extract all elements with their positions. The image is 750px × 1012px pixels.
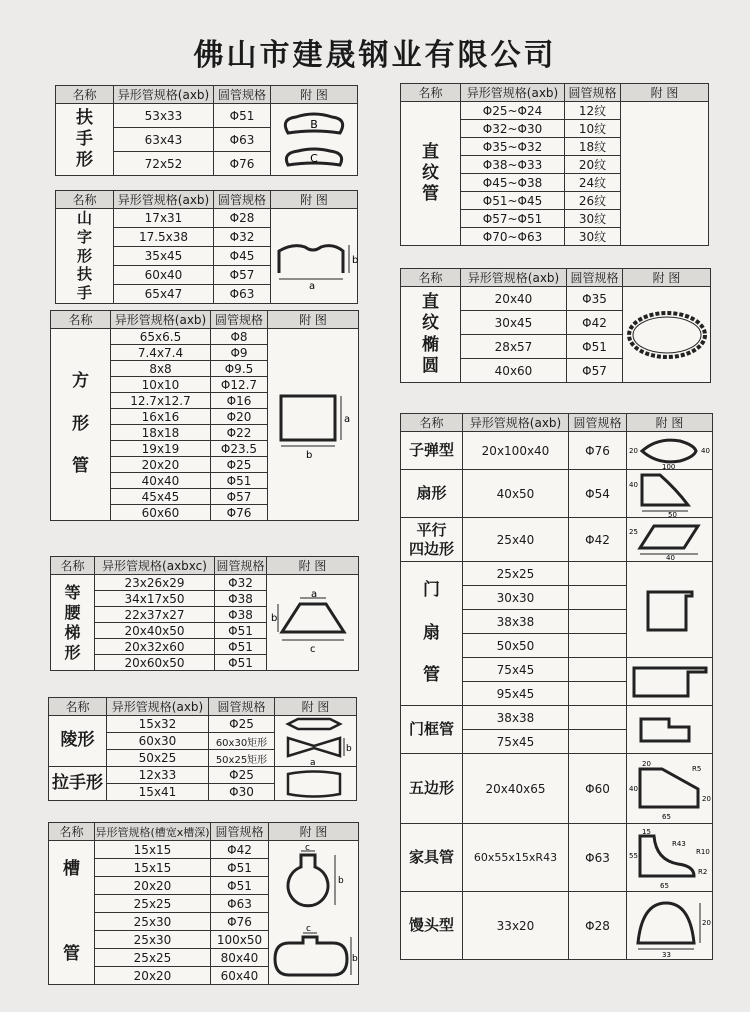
round-cell: 20纹 [565,156,621,174]
spec-cell: 16x16 [111,409,211,425]
round-cell [569,730,627,754]
frame-name: 门框管 [401,706,463,754]
col-spec: 异形管规格(axb) [463,414,569,432]
round-cell: Φ28 [569,892,627,960]
bullet-name: 子弹型 [401,432,463,470]
fig-label-b: b [352,254,359,266]
round-cell: Φ25 [209,767,275,784]
round-cell: Φ28 [214,209,271,228]
round-cell: Φ51 [211,859,269,877]
spec-cell: 75x45 [463,730,569,754]
round-cell: Φ76 [211,913,269,931]
spec-cell: 95x45 [463,682,569,706]
handrail-table [55,85,358,176]
round-cell: Φ51 [211,473,268,489]
ling-figure [275,716,357,767]
col-spec: 异形管规格(槽宽x槽深) [95,823,211,841]
spec-cell: Φ70~Φ63 [461,228,565,246]
spec-cell: 15x41 [107,784,209,801]
round-cell: Φ57 [214,265,271,284]
misc-table [400,413,713,960]
spec-cell: 50x25 [107,750,209,767]
round-cell [569,562,627,586]
mountain-table [55,190,358,304]
spec-cell: 19x19 [111,441,211,457]
spec-cell: 25x30 [95,931,211,949]
round-cell: 18纹 [565,138,621,156]
col-name: 名称 [51,557,95,575]
spec-cell: 17.5x38 [114,227,214,246]
fig-label-r43: R43 [671,839,686,848]
col-round: 圆管规格 [211,311,268,329]
round-cell [569,658,627,682]
slot-figure [269,841,359,985]
round-cell: Φ51 [211,877,269,895]
spec-cell: Φ25~Φ24 [461,102,565,120]
spec-cell: 20x32x60 [95,639,215,655]
spec-cell: 40x40 [111,473,211,489]
round-cell: Φ38 [215,591,267,607]
round-cell: Φ30 [209,784,275,801]
col-spec: 异形管规格(axb) [461,84,565,102]
ellipse-name: 直 纹 椭 圆 [401,287,461,383]
spec-cell: 8x8 [111,361,211,377]
spec-cell: 20x40 [461,287,567,311]
round-cell: 12纹 [565,102,621,120]
spec-cell: 25x30 [95,913,211,931]
fig-label-20: 20 [628,446,638,455]
square-figure [268,329,359,521]
spec-cell: 20x40x50 [95,623,215,639]
col-round: 圆管规格 [209,698,275,716]
fig-label-33: 33 [661,950,671,959]
spec-cell: 20x60x50 [95,655,215,671]
col-name: 名称 [49,698,107,716]
spec-cell: 25x40 [463,518,569,562]
col-name: 名称 [401,414,463,432]
spec-cell: 25x25 [463,562,569,586]
round-cell: Φ63 [569,824,627,892]
spec-cell: 63x43 [114,128,214,152]
fig-label-b: b [270,612,277,624]
trapezoid-table [50,556,359,671]
col-fig: 附 图 [268,311,359,329]
col-round: 圆管规格 [214,86,271,104]
spec-cell: 30x45 [461,311,567,335]
spec-cell: 20x20 [95,967,211,985]
col-fig: 附 图 [271,86,358,104]
spec-cell: 20x40x65 [463,754,569,824]
col-spec: 异形管规格(axb) [461,269,567,287]
spec-cell: 40x60 [461,359,567,383]
spec-cell: 20x20 [95,877,211,895]
fig-label-b: b [337,875,344,886]
round-cell: Φ60 [569,754,627,824]
fig-label-65: 65 [661,812,671,821]
round-cell: 26纹 [565,192,621,210]
round-cell [569,610,627,634]
round-cell: Φ76 [211,505,268,521]
spec-cell: 75x45 [463,658,569,682]
round-cell: 30纹 [565,228,621,246]
fig-label-b: B [310,117,318,131]
para-name: 平行 四边形 [401,518,463,562]
round-cell: Φ38 [215,607,267,623]
spec-cell: 25x25 [95,949,211,967]
spec-cell: 30x30 [463,586,569,610]
straight-name: 直 纹 管 [401,102,461,246]
col-fig: 附 图 [627,414,713,432]
spec-cell: 38x38 [463,610,569,634]
pent-name: 五边形 [401,754,463,824]
bun-name: 馒头型 [401,892,463,960]
spec-cell: Φ35~Φ32 [461,138,565,156]
spec-cell: 7.4x7.4 [111,345,211,361]
furn-figure [627,824,713,892]
round-cell: Φ16 [211,393,268,409]
trapezoid-figure [267,575,359,671]
ling-pull-table [48,697,357,801]
round-cell: 80x40 [211,949,269,967]
round-cell [569,634,627,658]
col-fig: 附 图 [275,698,357,716]
ling-name: 陵形 [49,716,107,767]
spec-cell: Φ45~Φ38 [461,174,565,192]
bun-figure [627,892,713,960]
col-spec: 异形管规格(axbxc) [95,557,215,575]
fig-label-20: 20 [641,759,651,768]
frame-figure [627,706,713,754]
col-name: 名称 [401,84,461,102]
round-cell: Φ32 [214,227,271,246]
round-cell: Φ22 [211,425,268,441]
round-cell: Φ51 [215,655,267,671]
spec-cell: 38x38 [463,706,569,730]
spec-cell: 33x20 [463,892,569,960]
round-cell: Φ20 [211,409,268,425]
round-cell [569,586,627,610]
col-name: 名称 [401,269,461,287]
spec-cell: 15x32 [107,716,209,733]
round-cell: Φ42 [569,518,627,562]
spec-cell: Φ38~Φ33 [461,156,565,174]
spec-cell: 23x26x29 [95,575,215,591]
fan-figure [627,470,713,518]
round-cell: 30纹 [565,210,621,228]
fan-name: 扇形 [401,470,463,518]
straight-table [400,83,709,246]
fig-label-r10: R10 [695,847,710,856]
spec-cell: 60x40 [114,265,214,284]
spec-cell: 12.7x12.7 [111,393,211,409]
spec-cell: 10x10 [111,377,211,393]
spec-cell: 53x33 [114,104,214,128]
spec-cell: 18x18 [111,425,211,441]
round-cell: Φ63 [214,284,271,303]
round-cell [569,706,627,730]
page-title: 佛山市建晟钢业有限公司 [193,38,557,73]
fig-label-a: a [309,280,316,292]
spec-cell: 60x55x15xR43 [463,824,569,892]
col-fig: 附 图 [271,191,358,209]
round-cell: Φ63 [214,128,271,152]
fig-label-20: 20 [701,918,711,927]
round-cell: Φ51 [567,335,623,359]
col-round: 圆管规格 [565,84,621,102]
col-round: 圆管规格 [214,191,271,209]
col-name: 名称 [49,823,95,841]
col-round: 圆管规格 [215,557,267,575]
door-name: 门 扇 管 [401,562,463,706]
spec-cell: 17x31 [114,209,214,228]
round-cell: Φ25 [211,457,268,473]
spec-cell: 60x30 [107,733,209,750]
fig-label-b: b [345,744,352,754]
round-cell: Φ23.5 [211,441,268,457]
round-cell: Φ12.7 [211,377,268,393]
fig-label-55: 55 [628,851,638,860]
slot-table [48,822,359,985]
mountain-name: 山 字 形 扶 手 [56,209,114,304]
door-figure-1 [627,562,713,658]
handrail-name: 扶 手 形 [56,104,114,176]
round-cell: 50x25矩形 [209,750,275,767]
round-cell: Φ54 [569,470,627,518]
round-cell: Φ9 [211,345,268,361]
spec-cell: 72x52 [114,152,214,176]
pull-name: 拉手形 [49,767,107,801]
bullet-figure [627,432,713,470]
spec-cell: 20x100x40 [463,432,569,470]
fig-label-40: 40 [700,446,710,455]
spec-cell: 65x47 [114,284,214,303]
fig-label-c: c [305,923,311,934]
spec-cell: 34x17x50 [95,591,215,607]
spec-cell: 15x15 [95,841,211,859]
spec-cell: 60x60 [111,505,211,521]
col-fig: 附 图 [269,823,359,841]
fig-label-65: 65 [659,881,669,890]
spec-cell: 50x50 [463,634,569,658]
round-cell: 24纹 [565,174,621,192]
spec-cell: 25x25 [95,895,211,913]
round-cell: Φ9.5 [211,361,268,377]
col-name: 名称 [51,311,111,329]
pent-figure [627,754,713,824]
round-cell: 100x50 [211,931,269,949]
spec-cell: 15x15 [95,859,211,877]
col-fig: 附 图 [623,269,711,287]
spec-cell: 22x37x27 [95,607,215,623]
round-cell [569,682,627,706]
spec-cell: 20x20 [111,457,211,473]
round-cell: Φ42 [567,311,623,335]
col-name: 名称 [56,86,114,104]
col-spec: 异形管规格(axb) [107,698,209,716]
fig-label-40: 40 [628,784,638,793]
round-cell: 10纹 [565,120,621,138]
round-cell: Φ63 [211,895,269,913]
round-cell: Φ32 [215,575,267,591]
round-cell: Φ76 [214,152,271,176]
round-cell: Φ51 [214,104,271,128]
fig-label-c: c [304,842,310,853]
fig-label-b: b [306,449,313,461]
square-table [50,310,359,521]
trapezoid-name: 等 腰 梯 形 [51,575,95,671]
spec-cell: 28x57 [461,335,567,359]
col-round: 圆管规格 [211,823,269,841]
fig-label-40: 40 [628,480,638,489]
round-cell: Φ57 [567,359,623,383]
col-spec: 异形管规格(axb) [111,311,211,329]
square-name: 方 形 管 [51,329,111,521]
fig-label-c: c [309,643,315,655]
col-spec: 异形管规格(axb) [114,191,214,209]
handrail-figure [271,104,358,176]
straight-figure [621,102,709,246]
round-cell: Φ51 [215,623,267,639]
spec-cell: Φ32~Φ30 [461,120,565,138]
spec-cell: 12x33 [107,767,209,784]
furn-name: 家具管 [401,824,463,892]
fig-label-50: 50 [667,510,677,519]
round-cell: Φ42 [211,841,269,859]
fig-label-a: a [344,413,351,425]
door-figure-2 [627,658,713,706]
ellipse-table [400,268,711,383]
round-cell: Φ35 [567,287,623,311]
col-spec: 异形管规格(axb) [114,86,214,104]
fig-label-25: 25 [628,527,638,536]
spec-cell: 65x6.5 [111,329,211,345]
round-cell: Φ8 [211,329,268,345]
fig-label-100: 100 [661,462,675,471]
col-fig: 附 图 [267,557,359,575]
round-cell: Φ51 [215,639,267,655]
col-fig: 附 图 [621,84,709,102]
slot-name: 槽 管 [49,841,95,985]
round-cell: Φ45 [214,246,271,265]
spec-cell: 45x45 [111,489,211,505]
fig-label-20b: 20 [701,794,711,803]
spec-cell: Φ51~Φ45 [461,192,565,210]
fig-label-r2: R2 [697,867,707,876]
round-cell: Φ76 [569,432,627,470]
fig-label-a: a [310,588,317,600]
pull-figure [275,767,357,801]
ellipse-figure [623,287,711,383]
col-round: 圆管规格 [569,414,627,432]
col-name: 名称 [56,191,114,209]
round-cell: Φ57 [211,489,268,505]
spec-cell: 40x50 [463,470,569,518]
round-cell: Φ25 [209,716,275,733]
fig-label-b: b [351,953,358,964]
fig-label-r5: R5 [691,764,701,773]
mountain-figure [271,209,358,304]
fig-label-c: C [310,151,318,165]
col-round: 圆管规格 [567,269,623,287]
spec-cell: Φ57~Φ51 [461,210,565,228]
fig-label-15: 15 [641,827,651,836]
fig-label-a: a [309,758,316,768]
fig-label-40: 40 [665,553,675,562]
para-figure [627,518,713,562]
round-cell: 60x40 [211,967,269,985]
spec-cell: 35x45 [114,246,214,265]
round-cell: 60x30矩形 [209,733,275,750]
